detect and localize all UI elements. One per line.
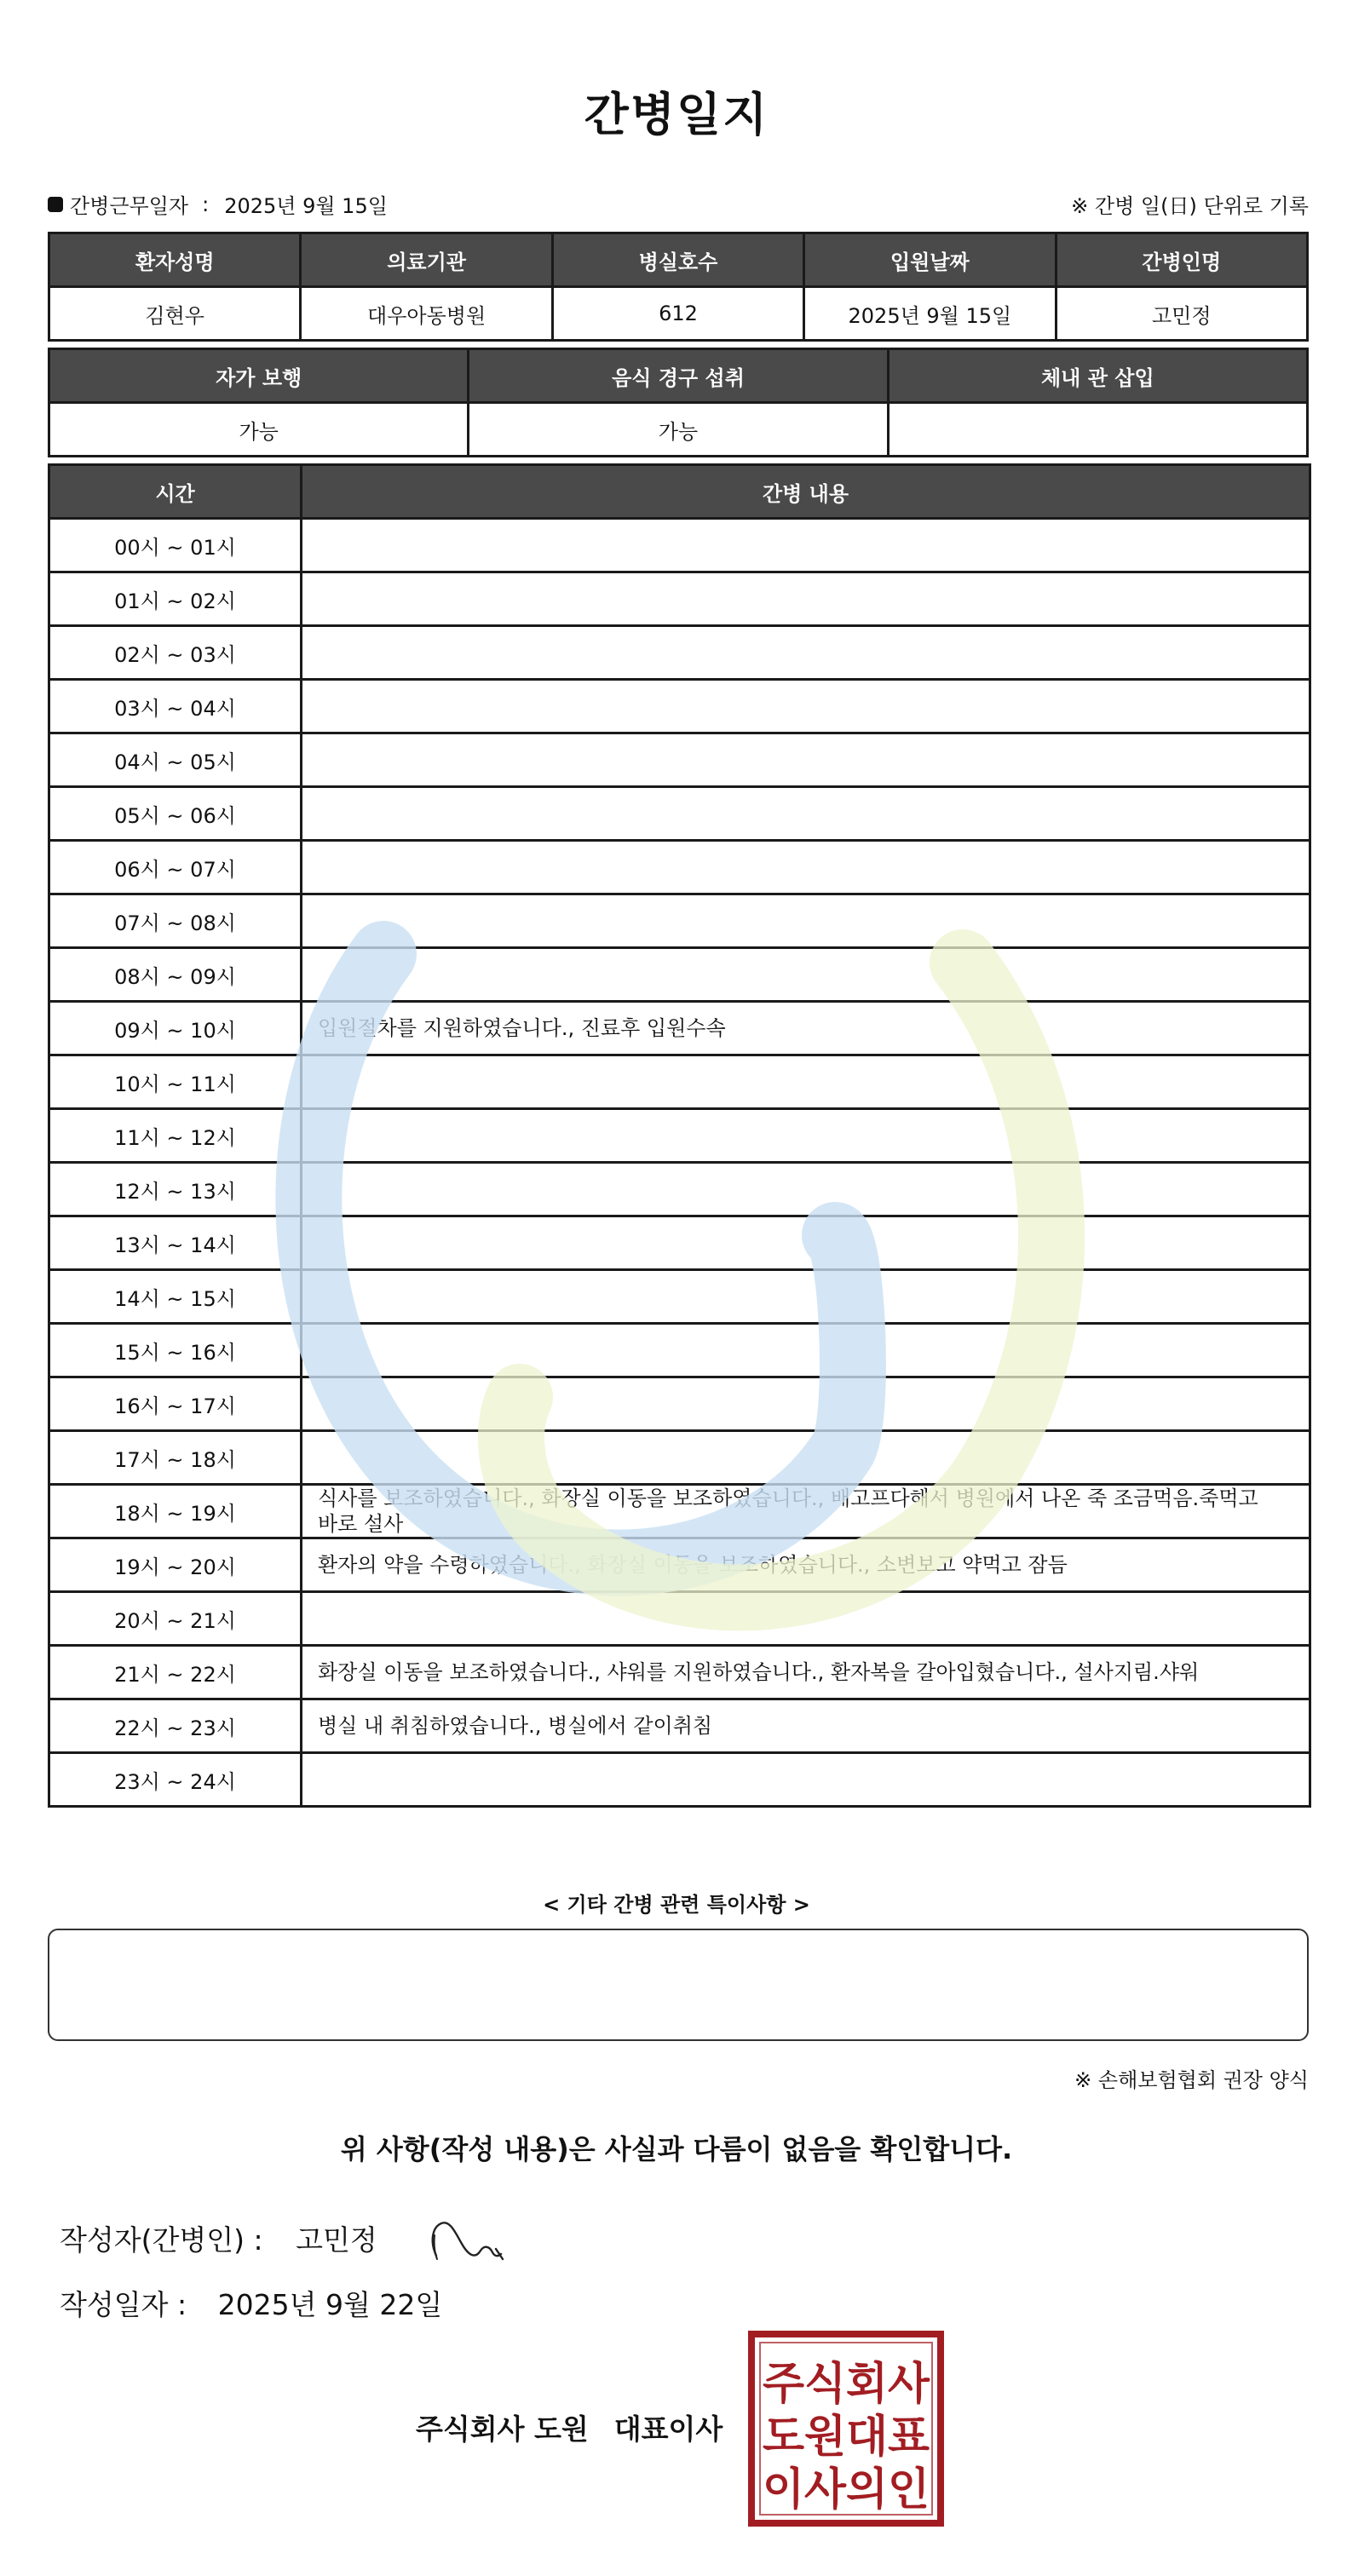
log-time: 19시 ~ 20시	[49, 1538, 302, 1592]
document-title: 간병일지	[584, 88, 769, 141]
log-time: 22시 ~ 23시	[49, 1699, 302, 1753]
log-time: 03시 ~ 04시	[49, 680, 302, 733]
log-note: 환자의 약을 수령하였습니다., 화장실 이동을 보조하였습니다., 소변보고 약먹고 잠듬	[302, 1538, 1310, 1592]
log-note	[302, 1377, 1310, 1431]
log-note	[302, 787, 1310, 841]
svg-text:주식회사: 주식회사	[763, 2359, 930, 2410]
patient-status-table	[48, 348, 1309, 457]
log-time: 17시 ~ 18시	[49, 1431, 302, 1485]
log-row	[49, 1002, 1310, 1055]
log-time: 00시 ~ 01시	[49, 519, 302, 572]
status-value-row	[49, 403, 1308, 457]
log-note	[302, 1324, 1310, 1377]
written-date-value: 2025년 9월 22일	[217, 2288, 443, 2321]
log-time: 18시 ~ 19시	[49, 1485, 302, 1538]
log-row	[49, 733, 1310, 787]
patient-name: 김현우	[49, 287, 301, 341]
writer-line	[60, 2218, 377, 2258]
log-row	[49, 1538, 1310, 1592]
header-time: 시간	[49, 465, 302, 519]
log-note	[302, 948, 1310, 1002]
log-row	[49, 787, 1310, 841]
hospital-name: 대우아동병원	[301, 287, 552, 341]
log-note: 입원절차를 지원하였습니다., 진료후 입원수속	[302, 1002, 1310, 1055]
log-row	[49, 626, 1310, 680]
svg-text:이사의인: 이사의인	[763, 2464, 930, 2516]
log-note	[302, 1055, 1310, 1109]
log-note	[302, 1109, 1310, 1163]
log-row	[49, 894, 1310, 948]
header-care-content: 간병 내용	[302, 465, 1310, 519]
log-note	[302, 841, 1310, 894]
header-oral-intake: 음식 경구 섭취	[469, 349, 888, 403]
log-row	[49, 1109, 1310, 1163]
caregiver-name: 고민정	[1056, 287, 1307, 341]
log-note	[302, 733, 1310, 787]
meta-row	[48, 189, 1309, 218]
log-note	[302, 1216, 1310, 1270]
other-notes-box[interactable]	[48, 1929, 1309, 2041]
log-note	[302, 680, 1310, 733]
header-patient-name: 환자성명	[49, 233, 301, 287]
admission-date: 2025년 9월 15일	[804, 287, 1056, 341]
log-note	[302, 1431, 1310, 1485]
log-note	[302, 519, 1310, 572]
log-row	[49, 1753, 1310, 1807]
log-row	[49, 1163, 1310, 1216]
header-room: 병실호수	[552, 233, 803, 287]
company-seal	[748, 2331, 944, 2530]
log-note	[302, 1592, 1310, 1646]
log-time: 07시 ~ 08시	[49, 894, 302, 948]
log-note	[302, 626, 1310, 680]
room-number: 612	[552, 287, 803, 341]
header-tube: 체내 관 삽입	[888, 349, 1307, 403]
log-time: 10시 ~ 11시	[49, 1055, 302, 1109]
company-line	[416, 2407, 723, 2447]
log-note: 화장실 이동을 보조하였습니다., 샤워를 지원하였습니다., 환자복을 갈아입혔습니다., 설사지림.샤워	[302, 1646, 1310, 1699]
patient-info-table	[48, 232, 1309, 342]
header-hospital: 의료기관	[301, 233, 552, 287]
log-time: 14시 ~ 15시	[49, 1270, 302, 1324]
other-notes-title: < 기타 간병 관련 특이사항 >	[543, 1893, 810, 1917]
log-time: 16시 ~ 17시	[49, 1377, 302, 1431]
confirmation-statement: 위 사항(작성 내용)은 사실과 다름이 없음을 확인합니다.	[340, 2133, 1013, 2165]
log-note: 식사를 보조하였습니다., 화장실 이동을 보조하였습니다., 배고프다해서 병원에서 나온 죽 조금먹음.죽먹고 바로 설사	[302, 1485, 1310, 1538]
log-time: 02시 ~ 03시	[49, 626, 302, 680]
patient-header-row	[49, 233, 1308, 287]
walking-value: 가능	[49, 403, 469, 457]
work-date-label: 간병근무일자	[70, 194, 189, 218]
log-row	[49, 1324, 1310, 1377]
log-row	[49, 1592, 1310, 1646]
unit-note: ※ 간병 일(日) 단위로 기록	[1071, 194, 1309, 218]
log-row	[49, 572, 1310, 626]
log-time: 06시 ~ 07시	[49, 841, 302, 894]
log-row	[49, 1431, 1310, 1485]
writer-name: 고민정	[296, 2223, 377, 2257]
square-bullet-icon	[48, 197, 63, 212]
log-time: 21시 ~ 22시	[49, 1646, 302, 1699]
log-row	[49, 1646, 1310, 1699]
log-row	[49, 1270, 1310, 1324]
log-time: 12시 ~ 13시	[49, 1163, 302, 1216]
log-note	[302, 1270, 1310, 1324]
log-row	[49, 1377, 1310, 1431]
log-time: 01시 ~ 02시	[49, 572, 302, 626]
oral-intake-value: 가능	[469, 403, 888, 457]
log-row	[49, 1699, 1310, 1753]
svg-text:도원대표: 도원대표	[763, 2412, 930, 2463]
work-date-value: 2025년 9월 15일	[224, 194, 388, 218]
log-row	[49, 1216, 1310, 1270]
status-header-row	[49, 349, 1308, 403]
tube-value	[888, 403, 1307, 457]
work-date-colon: :	[202, 192, 210, 216]
log-row	[49, 680, 1310, 733]
log-note: 병실 내 취침하였습니다., 병실에서 같이취침	[302, 1699, 1310, 1753]
work-date-group	[48, 189, 388, 219]
log-time: 23시 ~ 24시	[49, 1753, 302, 1807]
handwritten-signature	[424, 2206, 535, 2278]
log-time: 11시 ~ 12시	[49, 1109, 302, 1163]
log-note	[302, 572, 1310, 626]
ceo-title: 대표이사	[613, 2412, 723, 2446]
log-time: 08시 ~ 09시	[49, 948, 302, 1002]
header-walking: 자가 보행	[49, 349, 469, 403]
log-time: 20시 ~ 21시	[49, 1592, 302, 1646]
log-body	[49, 519, 1310, 1807]
log-note	[302, 894, 1310, 948]
patient-value-row	[49, 287, 1308, 341]
writer-label: 작성자(간병인) :	[60, 2223, 263, 2257]
written-date-label: 작성일자 :	[60, 2288, 187, 2321]
log-row	[49, 519, 1310, 572]
company-name: 주식회사 도원	[416, 2412, 589, 2446]
header-admission-date: 입원날짜	[804, 233, 1056, 287]
log-row	[49, 841, 1310, 894]
log-time: 09시 ~ 10시	[49, 1002, 302, 1055]
log-time: 13시 ~ 14시	[49, 1216, 302, 1270]
log-time: 15시 ~ 16시	[49, 1324, 302, 1377]
log-row	[49, 948, 1310, 1002]
log-header-row	[49, 465, 1310, 519]
log-row	[49, 1485, 1310, 1538]
care-log-table	[48, 463, 1311, 1808]
header-caregiver: 간병인명	[1056, 233, 1307, 287]
log-time: 05시 ~ 06시	[49, 787, 302, 841]
log-note	[302, 1163, 1310, 1216]
log-time: 04시 ~ 05시	[49, 733, 302, 787]
form-source-note: ※ 손해보험협회 권장 양식	[1074, 2068, 1309, 2092]
log-note	[302, 1753, 1310, 1807]
written-date-line	[60, 2283, 442, 2323]
log-row	[49, 1055, 1310, 1109]
